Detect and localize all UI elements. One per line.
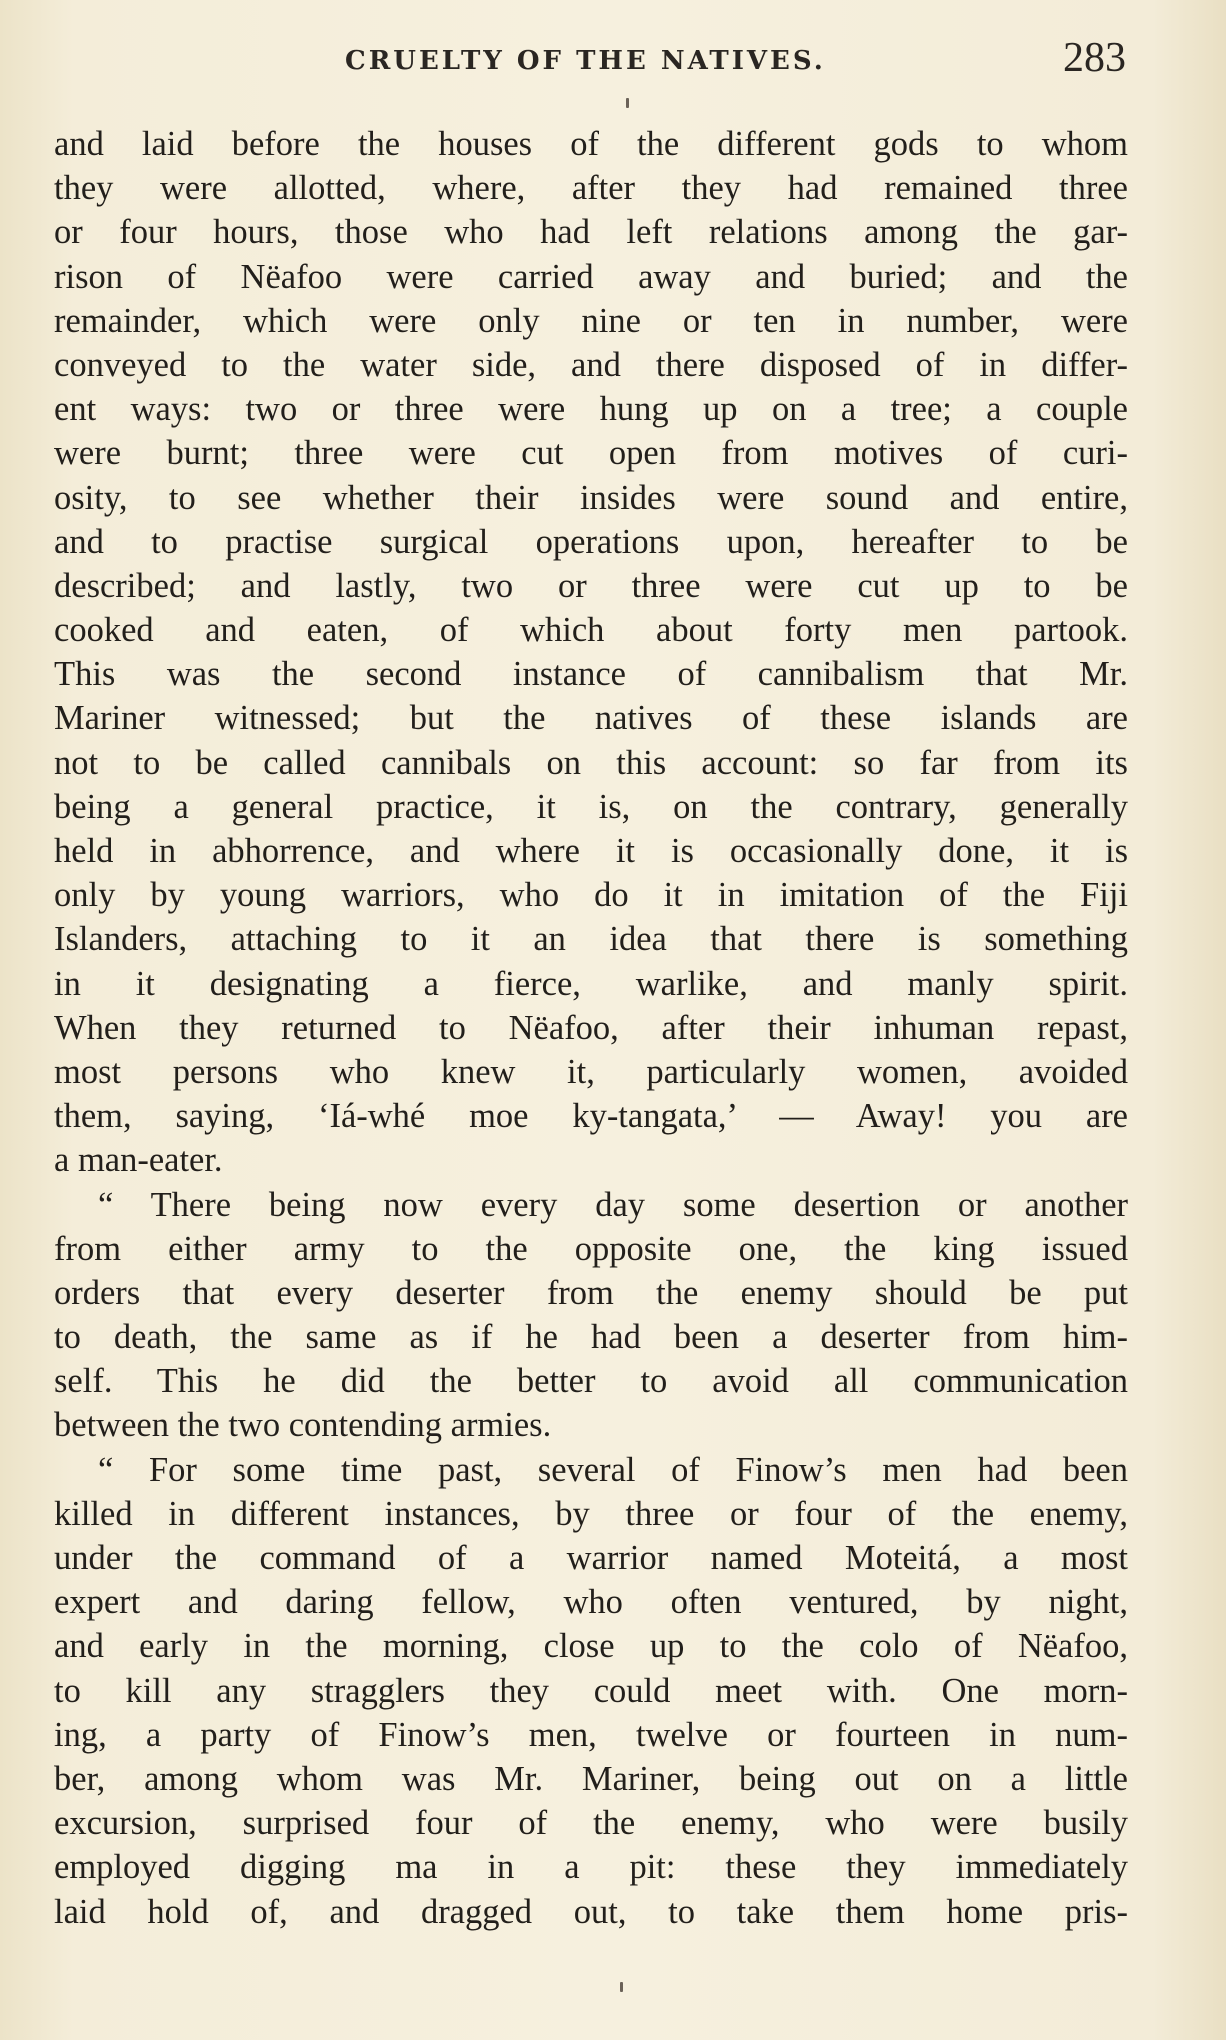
text-line: employed digging ma in a pit: these they immediately bbox=[54, 1848, 1128, 1887]
text-line: When they returned to Nëafoo, after their inhuman repast, bbox=[54, 1008, 1128, 1047]
text-line: ber, among whom was Mr. Mariner, being out on a little bbox=[54, 1759, 1128, 1798]
text-line: remainder, which were only nine or ten in number, were bbox=[54, 301, 1128, 340]
text-line: orders that every deserter from the enemy should be put bbox=[54, 1273, 1128, 1312]
text-line: and early in the morning, close up to the colo of Nëafoo, bbox=[54, 1627, 1128, 1666]
text-line: only by young warriors, who do it in imitation of the Fiji bbox=[54, 876, 1128, 915]
text-line: ing, a party of Finow’s men, twelve or fourteen in num- bbox=[54, 1715, 1128, 1754]
text-line: self. This he did the better to avoid all communication bbox=[54, 1362, 1128, 1401]
print-speck bbox=[620, 1982, 623, 1992]
text-line: between the two contending armies. bbox=[54, 1406, 552, 1445]
text-line: them, saying, ‘Iá-whé moe ky-tangata,’ — Away! you are bbox=[54, 1097, 1128, 1136]
text-line: This was the second instance of cannibalism that Mr. bbox=[54, 655, 1128, 694]
text-line: most persons who knew it, particularly women, avoided bbox=[54, 1052, 1128, 1091]
text-line: were burnt; three were cut open from motives of curi- bbox=[54, 434, 1128, 473]
text-line: under the command of a warrior named Moteitá, a most bbox=[54, 1539, 1128, 1577]
text-line: osity, to see whether their insides were sound and entire, bbox=[54, 478, 1128, 517]
text-line: conveyed to the water side, and there disposed of in differ- bbox=[54, 345, 1128, 384]
text-line: “ There being now every day some desertion or another bbox=[98, 1185, 1128, 1224]
text-line: laid hold of, and dragged out, to take them home pris- bbox=[54, 1892, 1128, 1931]
text-line: cooked and eaten, of which about forty men partook. bbox=[54, 611, 1128, 650]
text-line: they were allotted, where, after they had remained three bbox=[54, 169, 1128, 208]
text-line: or four hours, those who had left relations among the gar- bbox=[54, 213, 1128, 252]
text-line: expert and daring fellow, who often ventured, by night, bbox=[54, 1583, 1128, 1622]
text-line: rison of Nëafoo were carried away and buried; and the bbox=[54, 257, 1128, 296]
text-line: ent ways: two or three were hung up on a tree; a couple bbox=[54, 390, 1128, 429]
running-title: CRUELTY OF THE NATIVES. bbox=[345, 46, 826, 76]
page-number: 283 bbox=[1063, 35, 1126, 81]
text-line: Islanders, attaching to it an idea that there is something bbox=[54, 920, 1128, 959]
text-line: to kill any stragglers they could meet with. One morn- bbox=[54, 1671, 1128, 1710]
text-line: and laid before the houses of the different gods to whom bbox=[54, 125, 1128, 163]
text-line: and to practise surgical operations upon, hereafter to be bbox=[54, 522, 1128, 561]
body-text bbox=[54, 122, 1128, 1934]
text-line: held in abhorrence, and where it is occasionally done, it is bbox=[54, 832, 1128, 870]
page-header bbox=[0, 35, 1226, 88]
text-line: in it designating a fierce, warlike, and manly spirit. bbox=[54, 964, 1128, 1003]
text-line: “ For some time past, several of Finow’s men had been bbox=[98, 1450, 1128, 1489]
text-line: to death, the same as if he had been a deserter from him- bbox=[54, 1318, 1128, 1357]
text-line: Mariner witnessed; but the natives of these islands are bbox=[54, 699, 1128, 738]
print-speck bbox=[626, 98, 629, 108]
text-line: killed in different instances, by three or four of the enemy, bbox=[54, 1494, 1128, 1533]
text-line: excursion, surprised four of the enemy, who were busily bbox=[54, 1804, 1128, 1843]
text-line: from either army to the opposite one, the king issued bbox=[54, 1229, 1128, 1268]
text-line: not to be called cannibals on this account: so far from its bbox=[54, 743, 1128, 782]
text-line: being a general practice, it is, on the contrary, generally bbox=[54, 787, 1128, 826]
text-line: a man-eater. bbox=[54, 1141, 223, 1180]
text-line: described; and lastly, two or three were cut up to be bbox=[54, 566, 1128, 605]
